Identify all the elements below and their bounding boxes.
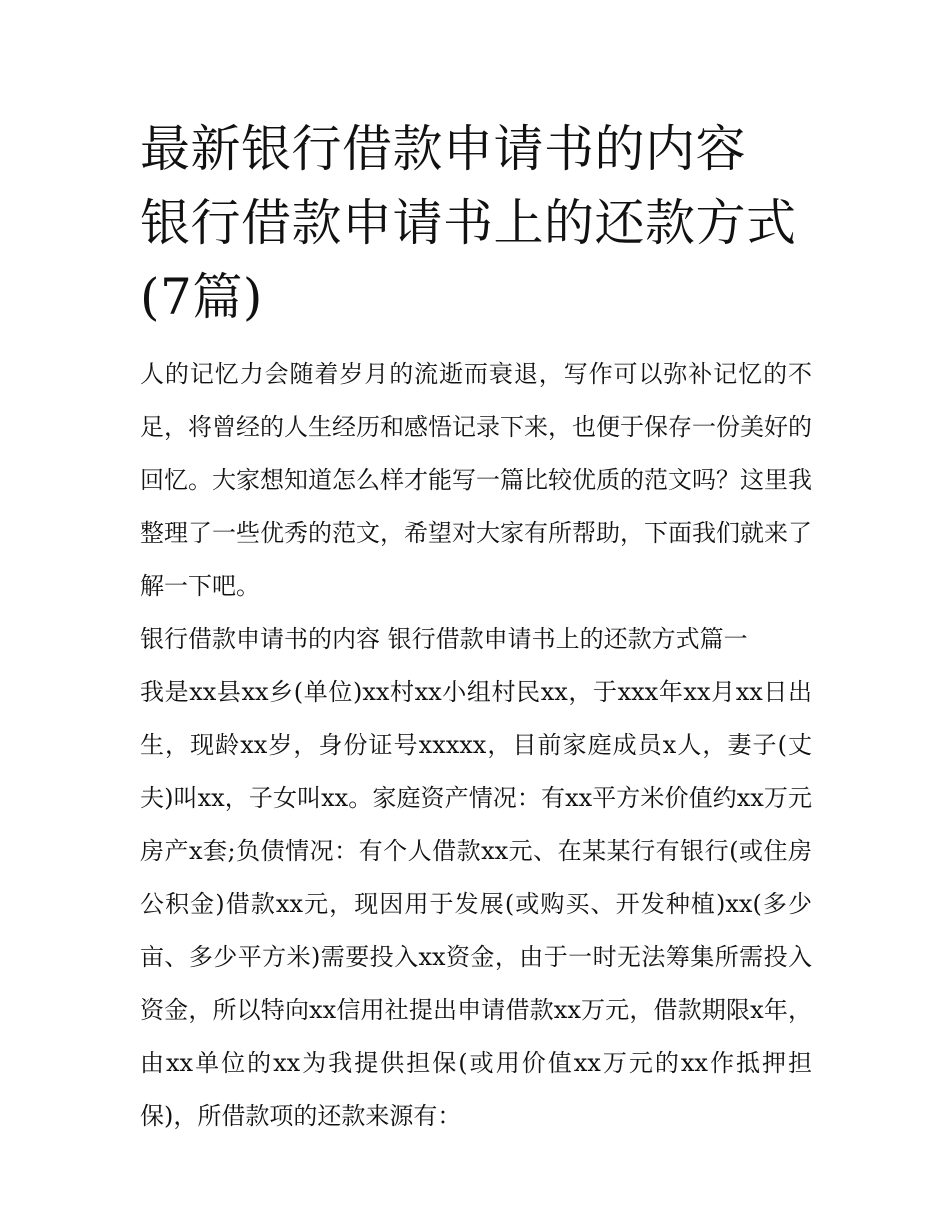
section-heading: 银行借款申请书的内容 银行借款申请书上的还款方式篇一 — [140, 625, 748, 653]
intro-paragraph: 人的记忆力会随着岁月的流逝而衰退，写作可以弥补记忆的不足，将曾经的人生经历和感悟记录下来，也便于保存一份美好的回忆。大家想知道怎么样才能写一篇比较优质的范文吗？这里我整理了一些优秀的范文，希望对大家有所帮助，下面我们就来了解一下吧。 — [140, 360, 812, 600]
body-paragraph: 我是xx县xx乡(单位)xx村xx小组村民xx，于xxx年xx月xx日出生，现龄xx岁，身份证号xxxxx，目前家庭成员x人，妻子(丈夫)叫xx，子女叫xx。家庭资产情况：有xx平方米价值约xx万元房产x套;负债情况：有个人借款xx元、在某某行有银行(或住房公积金)借款xx元，现因用于发展(或购买、开发种植)xx(多少亩、多少平方米)需要投入xx资金，由于一时无法筹集所需投入资金，所以特向xx信用社提出申请借款xx万元，借款期限x年，由xx单位的xx为我提供担保(或用价值xx万元的xx作抵押担保)，所借款项的还款来源有： — [140, 678, 812, 1130]
document-title: 最新银行借款申请书的内容 银行借款申请书上的还款方式(7篇) — [140, 120, 797, 326]
document-page — [140, 112, 812, 1143]
